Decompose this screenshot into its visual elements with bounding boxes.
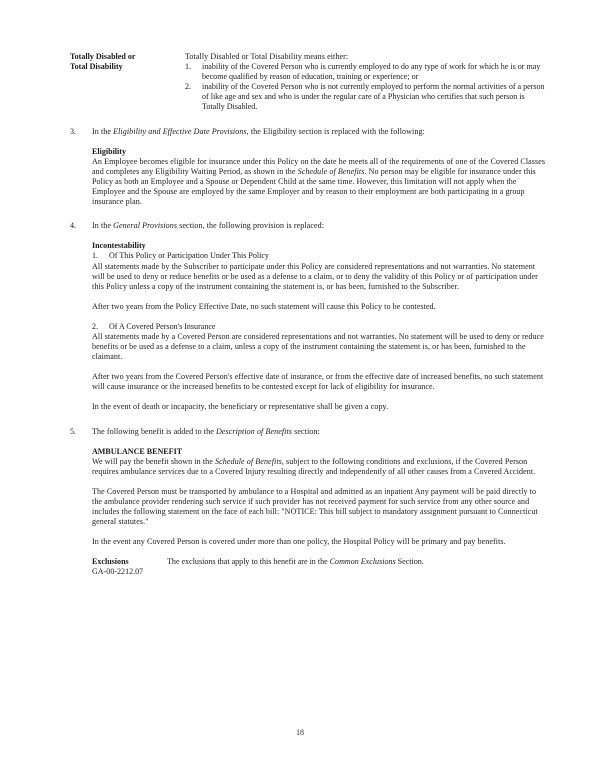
incontestability-sub-2-body: All statements made by a Covered Person are considered representations and not warranties. No statement will be used to deny or reduce benefits or be used as a defense to a claim, unless a copy of the instrument containing the statement is, or has been, furnished to the claimant. (92, 331, 544, 362)
ambulance-para1-before: We will pay the benefit shown in the (92, 456, 216, 466)
incontestability-sub-1-title: Of This Policy or Participation Under This Policy (109, 251, 269, 261)
ambulance-benefit-para-3: In the event any Covered Person is covered under more than one policy, the Hospital Policy will be primary and pay benefits. (92, 537, 506, 547)
clause-3-intro-after: , the Eligibility section is replaced with the following: (246, 126, 425, 136)
spacer (70, 437, 546, 447)
clause-4-intro-after: section, the following provision is replaced: (177, 221, 325, 231)
exclusions-before: The exclusions that apply to this benefit are in the (167, 557, 330, 567)
page-number: 18 (295, 728, 305, 737)
spacer (92, 292, 546, 302)
clause-3-intro-before: In the (92, 126, 114, 136)
form-number: GA-00-2212.07 (92, 567, 144, 577)
definition-item-text: inability of the Covered Person who is not currently employed to perform the normal activities of a person of like age and sex and who is under the regular care of a Physician who certifies that such person is Totally Disabled. (202, 82, 545, 112)
definition-term (70, 52, 185, 72)
clause-5-number: 5. (70, 426, 77, 436)
incontestability-sub-1 (92, 251, 546, 261)
eligibility-body (92, 157, 546, 207)
exclusions-text (167, 557, 546, 567)
clause-5-intro-before: The following benefit is added to the (92, 426, 216, 436)
incontestability-sub-2-number: 2. (92, 321, 99, 331)
spacer (92, 547, 546, 557)
spacer (92, 362, 546, 372)
exclusions-label: Exclusions (92, 557, 129, 567)
definition-body (185, 52, 546, 113)
incontestability-sub-1-body: All statements made by the Subscriber to participate under this Policy are considered representations and not warranties. No statement will be used to deny or reduce benefits or be used as a defense to a claim, or to deny the validity of this Policy or of participation under this Policy unless a copy of the instrument containing the statement is, or has been, furnished to the Subscriber. (92, 261, 538, 291)
definition-item-number: 2. (185, 82, 192, 92)
clause-3 (70, 127, 546, 137)
spacer (92, 527, 546, 537)
ambulance-benefit-para-1 (92, 457, 546, 477)
spacer (92, 392, 546, 402)
spacer (70, 137, 546, 147)
clause-3-content (92, 147, 546, 208)
spacer (92, 477, 546, 487)
incontestability-sub-2-title: Of A Covered Person's Insurance (109, 321, 216, 331)
incontestability-sub-2-after: After two years from the Covered Person's effective date of insurance, or from the effective date of increased benefits, no such statement will cause insurance or the increased benefits to be contested except for lack of eligibility for insurance. (92, 372, 544, 392)
spacer (70, 113, 546, 127)
definition-term-line2: Total Disability (70, 62, 123, 72)
incontestability-closing: In the event of death or incapacity, the beneficiary or representative shall be given a copy. (92, 402, 389, 412)
clause-4 (70, 221, 546, 231)
clause-4-content (92, 241, 546, 412)
definition-item-number: 1. (185, 62, 192, 72)
eligibility-body-part1: An Employee becomes eligible for insurance under this Policy on the date he meets all of the requirements of one of the Covered Classes and completes any Eligibility Waiting Period, as shown in the (92, 156, 546, 176)
ambulance-para1-italic: Schedule of Benefits (215, 456, 282, 466)
clause-5-intro-after: section: (292, 426, 320, 436)
exclusions-after: Section. (395, 557, 424, 567)
exclusions-italic: Common Exclusions (329, 557, 396, 567)
spacer (70, 413, 546, 427)
incontestability-sub-1-after: After two years from the Policy Effective Date, no such statement will cause this Policy to be contested. (92, 301, 436, 311)
clause-5-intro-italic: Description of Benefits (215, 426, 293, 436)
definition-lead: Totally Disabled or Total Disability means either: (185, 52, 349, 61)
incontestability-sub-2 (92, 322, 546, 332)
definition-term-line1: Totally Disabled or (70, 52, 136, 61)
eligibility-body-italic: Schedule of Benefits (297, 166, 365, 176)
clause-4-intro (92, 221, 546, 231)
spacer (70, 231, 546, 241)
spacer (92, 312, 546, 322)
clause-3-number: 3. (70, 126, 77, 136)
clause-4-intro-italic: General Provisions (113, 221, 178, 231)
page-content (70, 52, 546, 578)
ambulance-benefit-heading: AMBULANCE BENEFIT (92, 446, 183, 456)
eligibility-heading: Eligibility (92, 146, 126, 156)
spacer (70, 207, 546, 221)
clause-3-intro (92, 127, 546, 137)
incontestability-heading: Incontestability (92, 241, 146, 251)
clause-3-intro-italic: Eligibility and Effective Date Provisions (113, 126, 247, 136)
clause-5-intro (92, 427, 546, 437)
definition-item (185, 62, 546, 82)
clause-5-content (92, 447, 546, 578)
definition-item (185, 82, 546, 112)
clause-4-number: 4. (70, 221, 77, 231)
ambulance-benefit-para-2: The Covered Person must be transported by ambulance to a Hospital and admitted as an inpatient Any payment will be paid directly to the ambulance provider rendering such service if such provider has not received payment for such service from any other source and includes the following statement on the face of each bill: "NOTICE: This bill subject to mandatory assignment pursuant to Connecticut general statutes." (92, 486, 538, 527)
definition-item-text: inability of the Covered Person who is currently employed to do any type of work for which he is or may become qualified by reason of education, training or experience; or (202, 62, 541, 82)
clause-5 (70, 427, 546, 437)
incontestability-sub-1-number: 1. (92, 251, 99, 261)
definition-block-totally-disabled (70, 52, 546, 113)
eligibility-body-part2: . No person may be eligible for insurance under this Policy as both an Employee and a Spouse or Dependent Child at the same time. However, this limitation will not apply when the Employee and the Spouse are employed by the same Employer and by reason to their employment are both participating in a group insurance plan. (92, 166, 536, 207)
exclusions-row (92, 557, 546, 567)
ambulance-para1-after: , subject to the following conditions and exclusions, if the Covered Person requires ambulance services due to a Covered Injury resulting directly and independently of all other causes from a Covered Accident. (92, 456, 536, 476)
clause-4-intro-before: In the (92, 221, 114, 231)
